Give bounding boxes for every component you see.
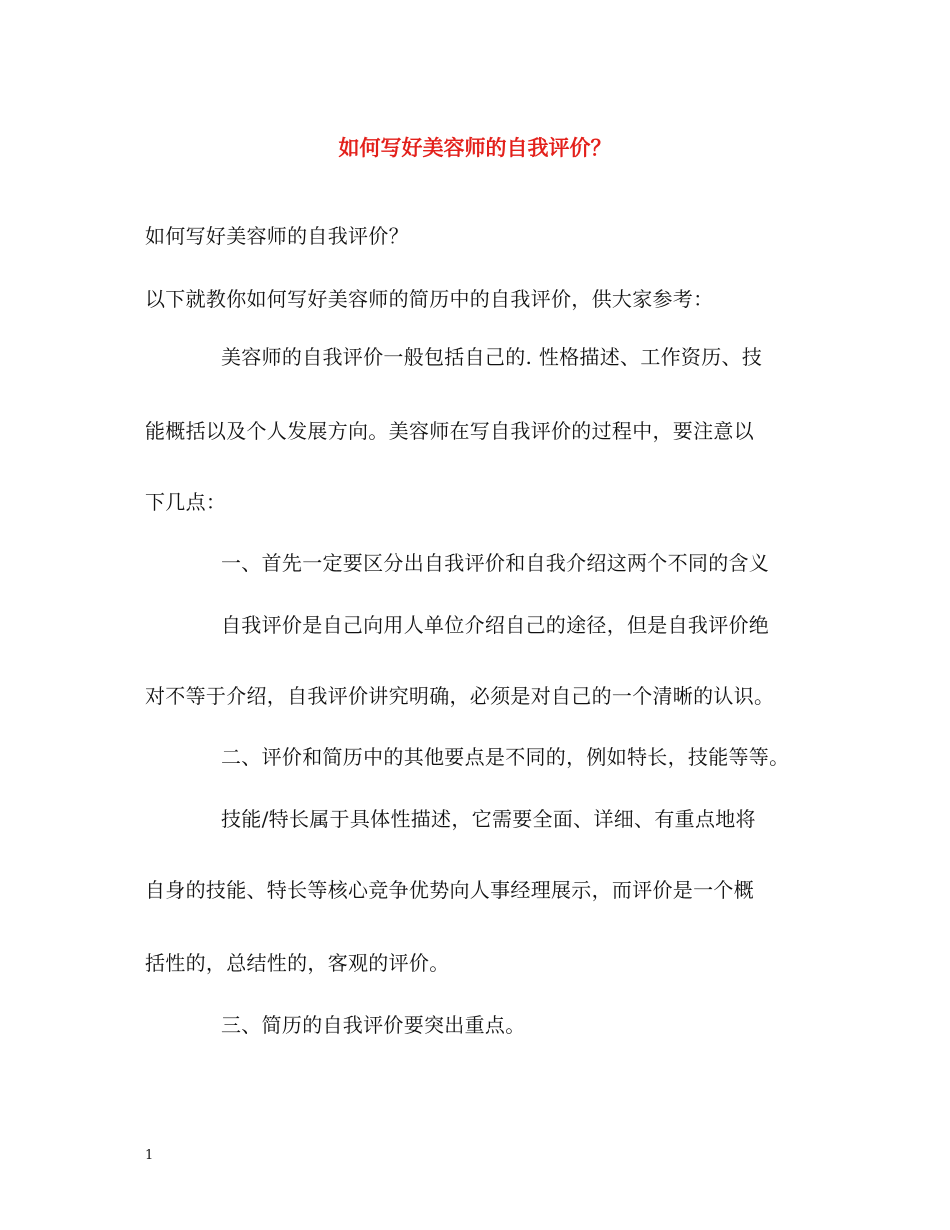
text-line: 下几点： [145, 490, 227, 514]
text-line: 二、评价和简历中的其他要点是不同的，例如特长，技能等等。 [221, 745, 790, 769]
text-line: 能概括以及个人发展方向。美容师在写自我评价的过程中，要注意以 [145, 419, 754, 443]
text-line: 对不等于介绍，自我评价讲究明确，必须是对自己的一个清晰的认识。 [145, 684, 775, 708]
text-line: 如何写好美容师的自我评价？ [145, 224, 409, 248]
text-line: 一、首先一定要区分出自我评价和自我介绍这两个不同的含义 [221, 551, 770, 575]
text-line: 括性的，总结性的，客观的评价。 [145, 951, 450, 975]
text-line: 三、简历的自我评价要突出重点。 [221, 1013, 526, 1037]
text-line: 自身的技能、特长等核心竞争优势向人事经理展示，而评价是一个概 [145, 878, 754, 902]
text-line: 技能/特长属于具体性描述，它需要全面、详细、有重点地将 [221, 807, 756, 831]
text-line: 美容师的自我评价一般包括自己的. 性格描述、工作资历、技 [221, 345, 763, 369]
text-line: 自我评价是自己向用人单位介绍自己的途径，但是自我评价绝 [221, 613, 770, 637]
document-title: 如何写好美容师的自我评价？ [338, 135, 612, 160]
page-number: 1 [145, 1148, 154, 1163]
text-line: 以下就教你如何写好美容师的简历中的自我评价，供大家参考： [145, 287, 714, 311]
